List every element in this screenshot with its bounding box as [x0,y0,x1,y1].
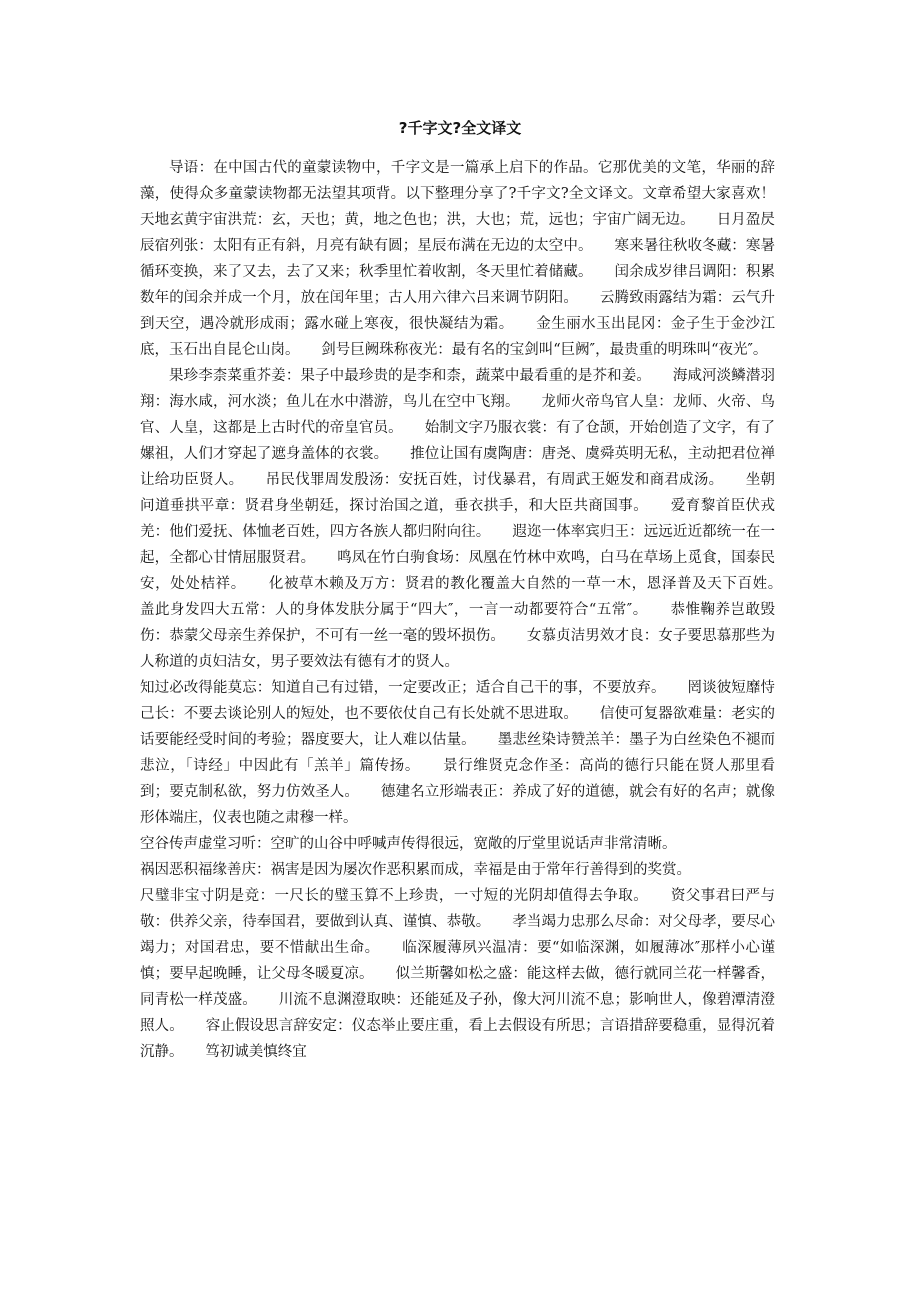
paragraph-fruits: 果珍李柰菜重芥姜：果子中最珍贵的是李和柰，蔬菜中最看重的是芥和姜。 海咸河淡鳞潜羽翔：海水咸，河水淡；鱼儿在水中潜游，鸟儿在空中飞翔。 龙师火帝鸟官人皇：龙师、火帝、鸟官、人皇，这都是上古时代的帝皇官员。 始制文字乃服衣裳：有了仓颉，开始创造了文字，有了嫘祖，人们才穿起了遮身盖体的衣裳。 推位让国有虞陶唐：唐尧、虞舜英明无私，主动把君位禅让给功臣贤人。 吊民伐罪周发殷汤：安抚百姓，讨伐暴君，有周武王姬发和商君成汤。 坐朝问道垂拱平章：贤君身坐朝廷，探讨治国之道，垂衣拱手，和大臣共商国事。 爱育黎首臣伏戎羌：他们爱抚、体恤老百姓，四方各族人都归附向往。 遐迩一体率宾归王：远远近近都统一在一起，全都心甘情屈服贤君。 鸣凤在竹白驹食场：凤凰在竹林中欢鸣，白马在草场上觅食，国泰民安，处处桔祥。 化被草木赖及万方：贤君的教化覆盖大自然的一草一木，恩泽普及天下百姓。 盖此身发四大五常：人的身体发肤分属于“四大″，一言一动都要符合“五常″。 恭惟鞠养岂敢毁伤：恭蒙父母亲生养保护，不可有一丝一毫的毁坏损伤。 女慕贞洁男效才良：女子要思慕那些为人称道的贞妇洁女，男子要效法有德有才的贤人。 [140,368,804,670]
paragraph-virtue: 知过必改得能莫忘：知道自己有过错，一定要改正；适合自己干的事，不要放弃。 罔谈彼短靡恃己长：不要去谈论别人的短处，也不要依仗自己有长处就不思进取。 信使可复器欲难量：老实的话要能经受时间的考验；器度要大，让人难以估量。 墨悲丝染诗赞羔羊：墨子为白丝染色不褪而悲泣，「诗经」中因此有「羔羊」篇传扬。 景行维贤克念作圣：高尚的德行只能在贤人那里看到；要克制私欲，努力仿效圣人。 德建名立形端表正：养成了好的道德，就会有好的名声；就像形体端庄，仪表也随之肃穆一样。 [140,680,775,826]
paragraph-fortune: 祸因恶积福缘善庆：祸害是因为屡次作恶积累而成，幸福是由于常年行善得到的奖赏。 [140,862,691,878]
paragraph-intro: 导语：在中国古代的童蒙读物中，千字文是一篇承上启下的作品。它那优美的文笔，华丽的辞藻，使得众多童蒙读物都无法望其项背。以下整理分享了?千字文?全文译文。文章希望大家喜欢！ 天地玄黄宇宙洪荒：玄，天也；黄，地之色也；洪，大也；荒，远也；宇宙广阔无边。 日月盈昃辰宿列张：太阳有正有斜，月亮有缺有圆；星辰布满在无边的太空中。 寒来暑往秋收冬藏：寒暑循环变换，来了又去，去了又来；秋季里忙着收割，冬天里忙着储藏。 闰余成岁律吕调阳：积累数年的闰余并成一个月，放在闰年里；古人用六律六吕来调节阴阳。 云腾致雨露结为霜：云气升到天空，遇冷就形成雨；露水碰上寒夜，很快凝结为霜。 金生丽水玉出昆冈：金子生于金沙江底，玉石出自昆仑山岗。 剑号巨阙珠称夜光：最有名的宝剑叫“巨阙″，最贵重的明珠叫“夜光″。 [140,160,804,358]
paragraph-valley: 空谷传声虚堂习听：空旷的山谷中呼喊声传得很远，宽敞的厅堂里说话声非常清晰。 [140,836,677,852]
document-title: ?千字文?全文译文 [398,119,522,137]
paragraph-filial: 尺璧非宝寸阴是竞：一尺长的璧玉算不上珍贵，一寸短的光阴却值得去争取。 资父事君曰严与敬：供养父亲，待奉国君，要做到认真、谨慎、恭敬。 孝当竭力忠那么尽命：对父母孝，要尽心竭力；对国君忠，要不惜献出生命。 临深履薄夙兴温凊：要“如临深渊，如履薄冰″那样小心谨慎；要早起晚睡，让父母冬暖夏凉。 似兰斯馨如松之盛：能这样去做，德行就同兰花一样馨香，同青松一样茂盛。 川流不息渊澄取映：还能延及子孙，像大河川流不息；影响世人，像碧潭清澄照人。 容止假设思言辞安定：仪态举止要庄重，看上去假设有所思；言语措辞要稳重，显得沉着沉静。 笃初诚美慎终宜 [140,888,775,1060]
document-body [140,155,804,1065]
